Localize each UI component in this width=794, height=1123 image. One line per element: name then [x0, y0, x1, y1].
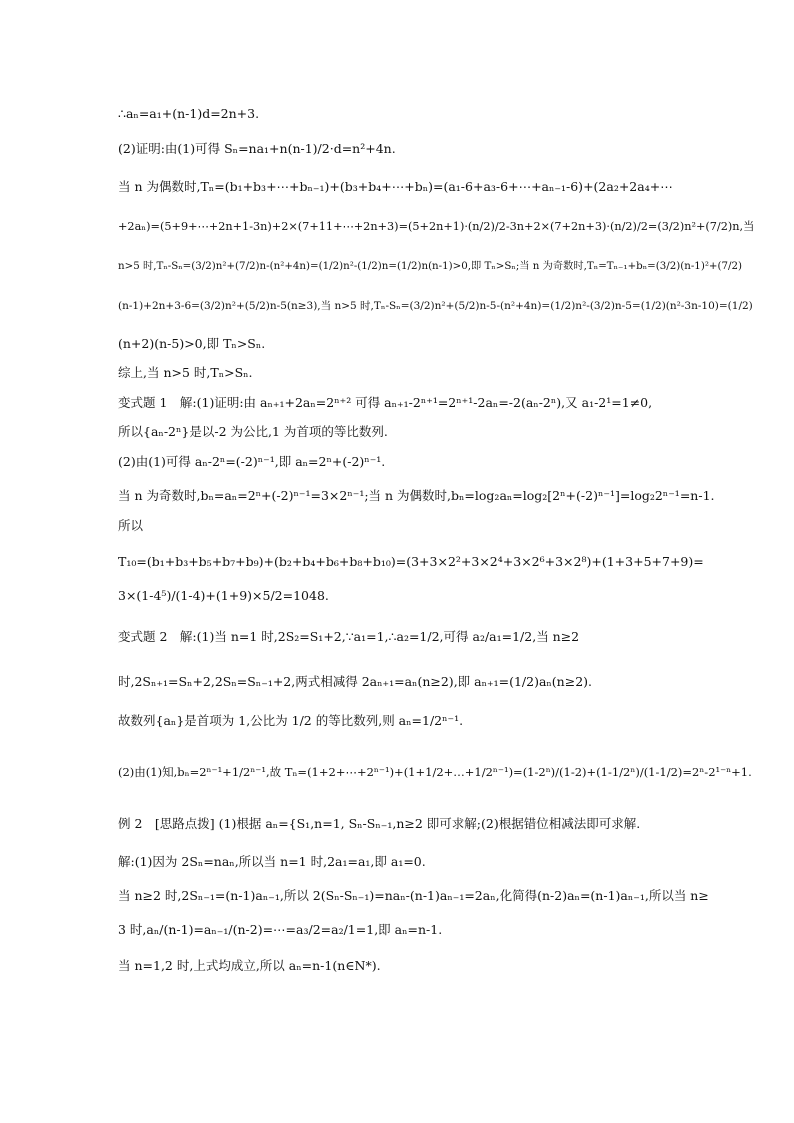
line-9: 变式题 1 解:(1)证明:由 aₙ₊₁+2aₙ=2ⁿ⁺² 可得 aₙ₊₁-2ⁿ⁺¹=2ⁿ⁺¹-2aₙ=-2(aₙ-2ⁿ),又 a₁-2¹=1≠0,	[118, 395, 653, 410]
line-22: 当 n≥2 时,2Sₙ₋₁=(n-1)aₙ₋₁,所以 2(Sₙ-Sₙ₋₁)=naₙ-(n-1)aₙ₋₁=2aₙ,化简得(n-2)aₙ=(n-1)aₙ₋₁,所以当 n≥	[118, 888, 709, 903]
line-11: (2)由(1)可得 aₙ-2ⁿ=(-2)ⁿ⁻¹,即 aₙ=2ⁿ+(-2)ⁿ⁻¹.	[118, 454, 386, 469]
line-6: (n-1)+2n+3-6=(3/2)n²+(5/2)n-5(n≥3),当 n>5 时,Tₙ-Sₙ=(3/2)n²+(5/2)n-5-(n²+4n)=(1/2)n²-(3/2)n-5=(1/2)(n²-3n-10)=(1/2)	[118, 300, 753, 312]
line-2: (2)证明:由(1)可得 Sₙ=na₁+n(n-1)/2·d=n²+4n.	[118, 141, 396, 156]
line-19: (2)由(1)知,bₙ=2ⁿ⁻¹+1/2ⁿ⁻¹,故 Tₙ=(1+2+⋯+2ⁿ⁻¹)+(1+1/2+…+1/2ⁿ⁻¹)=(1-2ⁿ)/(1-2)+(1-1/2ⁿ)/(1-1/2)=2ⁿ-2¹⁻ⁿ+1.	[118, 765, 752, 779]
line-8: 综上,当 n>5 时,Tₙ>Sₙ.	[118, 365, 253, 380]
line-20: 例 2 [思路点拨] (1)根据 aₙ={S₁,n=1, Sₙ-Sₙ₋₁,n≥2 即可求解;(2)根据错位相减法即可求解.	[118, 816, 641, 831]
line-15: 3×(1-4⁵)/(1-4)+(1+9)×5/2=1048.	[118, 588, 329, 603]
line-10: 所以{aₙ-2ⁿ}是以-2 为公比,1 为首项的等比数列.	[118, 424, 388, 439]
line-4: +2aₙ)=(5+9+⋯+2n+1-3n)+2×(7+11+⋯+2n+3)=(5+2n+1)·(n/2)/2-3n+2×(7+2n+3)·(n/2)/2=(3/2)n²+(7/2)n,当	[118, 220, 755, 233]
line-18: 故数列{aₙ}是首项为 1,公比为 1/2 的等比数列,则 aₙ=1/2ⁿ⁻¹.	[118, 713, 464, 728]
line-1: ∴aₙ=a₁+(n-1)d=2n+3.	[118, 106, 260, 121]
line-7: (n+2)(n-5)>0,即 Tₙ>Sₙ.	[118, 336, 266, 351]
line-21: 解:(1)因为 2Sₙ=naₙ,所以当 n=1 时,2a₁=a₁,即 a₁=0.	[118, 854, 426, 869]
line-5: n>5 时,Tₙ-Sₙ=(3/2)n²+(7/2)n-(n²+4n)=(1/2)n²-(1/2)n=(1/2)n(n-1)>0,即 Tₙ>Sₙ;当 n 为奇数时,Tₙ=Tₙ₋₁+bₙ=(3/2)(n-1)²+(7/2)	[118, 260, 743, 272]
line-3: 当 n 为偶数时,Tₙ=(b₁+b₃+⋯+bₙ₋₁)+(b₃+b₄+⋯+bₙ)=(a₁-6+a₃-6+⋯+aₙ₋₁-6)+(2a₂+2a₄+⋯	[118, 179, 673, 194]
line-16: 变式题 2 解:(1)当 n=1 时,2S₂=S₁+2,∵a₁=1,∴a₂=1/2,可得 a₂/a₁=1/2,当 n≥2	[118, 629, 580, 644]
line-14: T₁₀=(b₁+b₃+b₅+b₇+b₉)+(b₂+b₄+b₆+b₈+b₁₀)=(3+3×2²+3×2⁴+3×2⁶+3×2⁸)+(1+3+5+7+9)=	[118, 554, 704, 569]
line-12: 当 n 为奇数时,bₙ=aₙ=2ⁿ+(-2)ⁿ⁻¹=3×2ⁿ⁻¹;当 n 为偶数时,bₙ=log₂aₙ=log₂[2ⁿ+(-2)ⁿ⁻¹]=log₂2ⁿ⁻¹=n-1.	[118, 488, 715, 503]
line-13: 所以	[118, 518, 144, 533]
line-23: 3 时,aₙ/(n-1)=aₙ₋₁/(n-2)=⋯=a₃/2=a₂/1=1,即 aₙ=n-1.	[118, 922, 443, 937]
line-17: 时,2Sₙ₊₁=Sₙ+2,2Sₙ=Sₙ₋₁+2,两式相减得 2aₙ₊₁=aₙ(n≥2),即 aₙ₊₁=(1/2)aₙ(n≥2).	[118, 674, 593, 689]
line-24: 当 n=1,2 时,上式均成立,所以 aₙ=n-1(n∈N*).	[118, 958, 381, 973]
